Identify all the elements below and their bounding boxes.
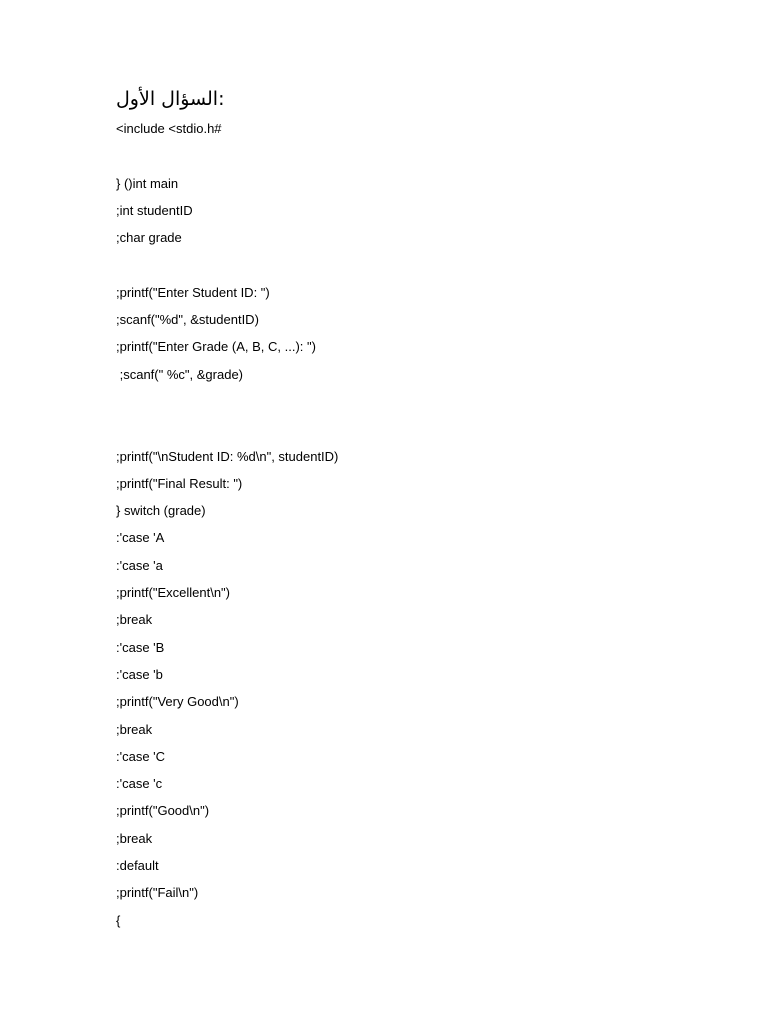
code-line: } switch (grade) <box>116 503 206 519</box>
code-line: :'case 'c <box>116 776 163 792</box>
code-line: ;printf("Good\n") <box>116 803 210 819</box>
code-line: :'case 'a <box>116 557 163 573</box>
code-line: :'case 'B <box>116 639 165 655</box>
code-line: ;printf("Very Good\n") <box>116 694 239 710</box>
code-line: :'case 'A <box>116 530 165 546</box>
code-line <box>116 419 338 446</box>
code-line: <include <stdio.h# <box>116 121 222 136</box>
code-line: ;printf("Excellent\n") <box>116 585 230 601</box>
code-line: ;printf("Enter Student ID: ") <box>116 284 270 300</box>
code-line <box>116 146 338 173</box>
code-line: ;scanf("%d", &studentID) <box>116 312 259 328</box>
code-line <box>116 392 338 419</box>
code-line: :'case 'C <box>116 748 166 764</box>
code-block <box>116 119 338 938</box>
code-line: ;printf("Enter Grade (A, B, C, ...): ") <box>116 339 316 355</box>
question-heading: السؤال الأول: <box>116 88 225 110</box>
code-line: { <box>116 912 121 928</box>
code-line: ;int studentID <box>116 202 193 218</box>
code-line: ;break <box>116 612 153 628</box>
code-line: :default <box>116 858 159 874</box>
code-line: ;printf("Final Result: ") <box>116 475 243 491</box>
code-line: ;scanf(" %c", &grade) <box>116 366 243 382</box>
code-line: } ()int main <box>116 175 179 191</box>
code-line: ;printf("Fail\n") <box>116 885 199 901</box>
code-line: :'case 'b <box>116 666 163 682</box>
code-line <box>116 255 338 282</box>
code-line: ;char grade <box>116 230 182 246</box>
code-line: ;break <box>116 830 153 846</box>
code-line: ;printf("\nStudent ID: %d\n", studentID) <box>116 448 339 464</box>
code-line: ;break <box>116 721 153 737</box>
